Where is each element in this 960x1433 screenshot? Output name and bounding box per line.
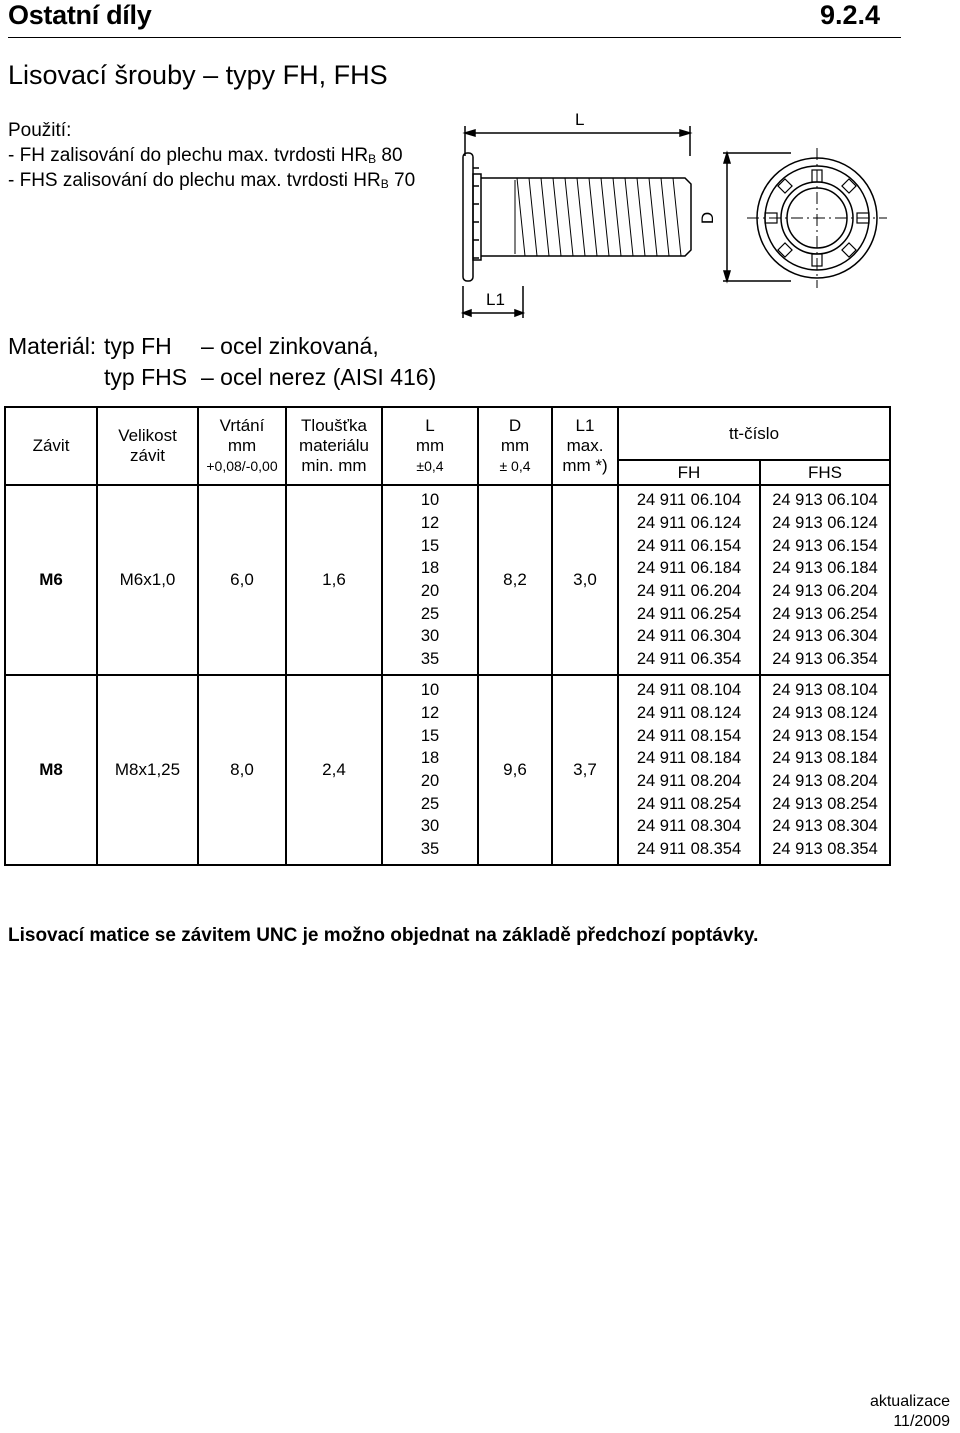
- col-header-vrtani: Vrtání mm +0,08/-0,00: [198, 407, 286, 485]
- col-header-fh: FH: [618, 460, 760, 485]
- diameter-cell: 9,6: [478, 675, 552, 865]
- material-fhs-type: typ FHS: [104, 364, 188, 390]
- col-header-L1: L1 max. mm *): [552, 407, 618, 485]
- usage-line-fh: - FH zalisování do plechu max. tvrdosti $HR_B$ 80: [8, 145, 403, 166]
- size-cell: M8x1,25: [97, 675, 198, 865]
- fhs-number-list: 24 913 06.104 24 913 06.124 24 913 06.154 24 913 06.184 24 913 06.204 24 913 06.254 24 913 06.304 24 913 06.354: [760, 485, 890, 675]
- thread-cell: M6: [5, 485, 97, 675]
- col-header-D: D mm ± 0,4: [478, 407, 552, 485]
- drill-cell: 8,0: [198, 675, 286, 865]
- drill-cell: 6,0: [198, 485, 286, 675]
- diameter-cell: 8,2: [478, 485, 552, 675]
- footnote: Lisovací matice se závitem UNC je možno objednat na základě předchozí poptávky.: [8, 925, 759, 946]
- fhs-number-list: 24 913 08.104 24 913 08.124 24 913 08.154 24 913 08.184 24 913 08.204 24 913 08.254 24 913 08.304 24 913 08.354: [760, 675, 890, 865]
- col-header-ttcislo: tt-číslo: [618, 407, 890, 460]
- screw-drawing: [455, 108, 905, 323]
- thread-cell: M8: [5, 675, 97, 865]
- section-number: 9.2.4: [820, 0, 881, 30]
- table-row: [5, 675, 890, 865]
- size-cell: M6x1,0: [97, 485, 198, 675]
- fh-number-list: 24 911 06.104 24 911 06.124 24 911 06.154 24 911 06.184 24 911 06.204 24 911 06.254 24 911 06.304 24 911 06.354: [618, 485, 760, 675]
- l1-cell: 3,0: [552, 485, 618, 675]
- material-fh-type: typ FH: [104, 333, 172, 359]
- fh-number-list: 24 911 08.104 24 911 08.124 24 911 08.154 24 911 08.184 24 911 08.204 24 911 08.254 24 911 08.304 24 911 08.354: [618, 675, 760, 865]
- col-header-tloustka: Tloušťka materiálu min. mm: [286, 407, 382, 485]
- usage-label: Použití:: [8, 120, 72, 141]
- update-label: aktualizace: [869, 1393, 950, 1410]
- thickness-cell: 2,4: [286, 675, 382, 865]
- material-label: Materiál:: [8, 333, 97, 359]
- dim-label-L1: L1: [486, 290, 505, 309]
- thickness-cell: 1,6: [286, 485, 382, 675]
- document-title: Ostatní díly: [8, 0, 152, 30]
- l1-cell: 3,7: [552, 675, 618, 865]
- dim-label-D: D: [698, 211, 718, 225]
- length-list: 10 12 15 18 20 25 30 35: [382, 485, 478, 675]
- parts-table: [4, 406, 891, 866]
- update-date: 11/2009: [893, 1413, 950, 1430]
- col-header-velikost: Velikost závit: [97, 407, 198, 485]
- col-header-zavit: Závit: [5, 407, 97, 485]
- col-header-L: L mm ±0,4: [382, 407, 478, 485]
- material-fh-desc: – ocel zinkovaná,: [201, 333, 379, 359]
- product-subtitle: Lisovací šrouby – typy FH, FHS: [8, 60, 388, 90]
- usage-line-fhs: - FHS zalisování do plechu max. tvrdosti $HR_B$ 70: [8, 170, 416, 191]
- col-header-fhs: FHS: [760, 460, 890, 485]
- dim-label-L: L: [575, 110, 585, 129]
- table-row: [5, 485, 890, 675]
- material-fhs-desc: – ocel nerez (AISI 416): [201, 364, 437, 390]
- length-list: 10 12 15 18 20 25 30 35: [382, 675, 478, 865]
- header-rule: [8, 37, 901, 38]
